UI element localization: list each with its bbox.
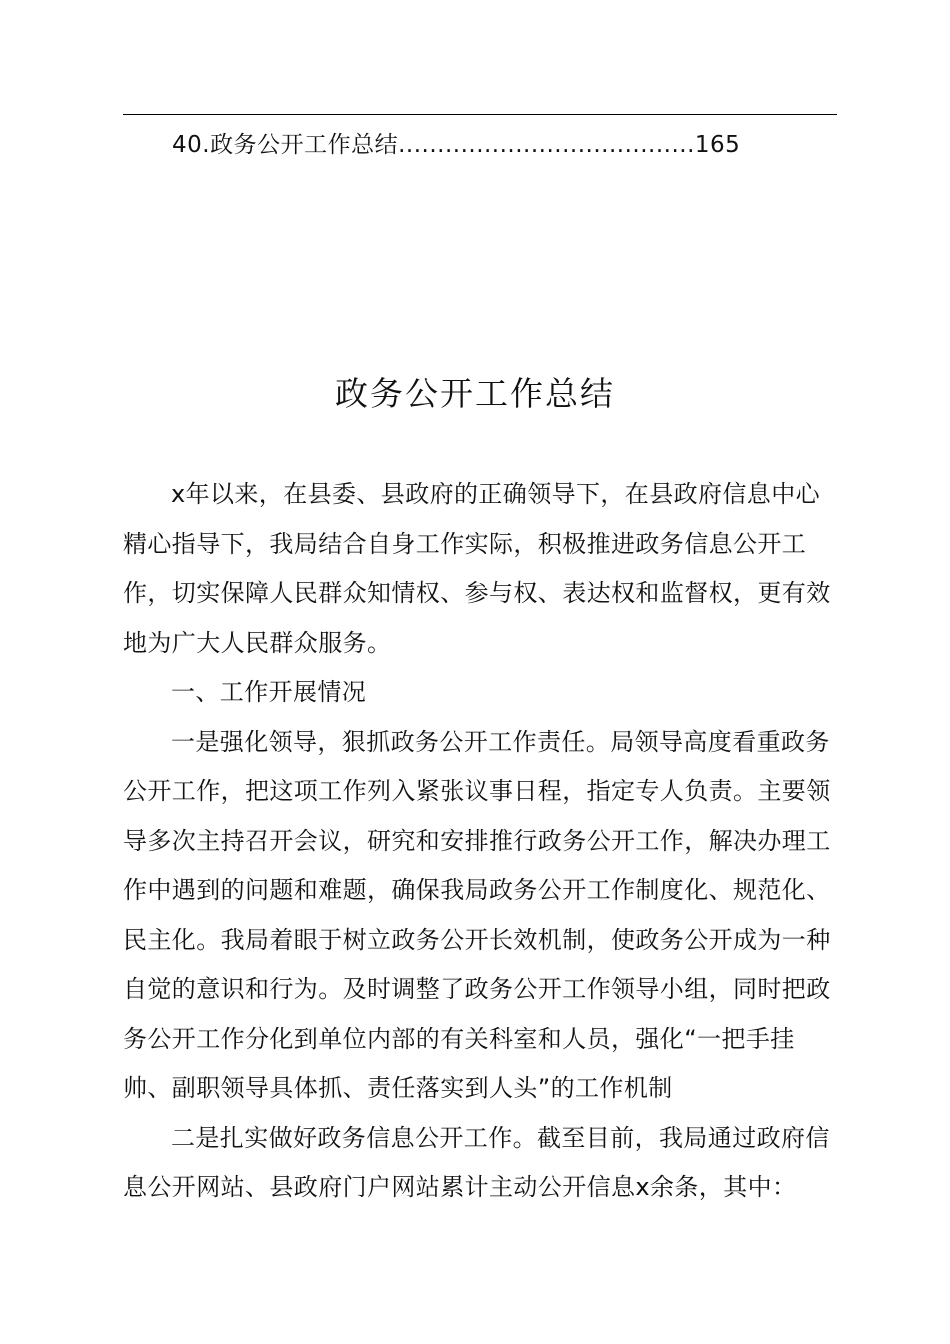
paragraph-intro: x年以来，在县委、县政府的正确领导下，在县政府信息中心精心指导下，我局结合自身工作实际，积极推进政务信息公开工作，切实保障人民群众知情权、参与权、表达权和监督权，更有效地为广大人民群众服务。 bbox=[123, 480, 831, 657]
document-title: 政务公开工作总结 bbox=[335, 374, 615, 413]
section-heading: 一、工作开展情况 bbox=[171, 678, 367, 706]
paragraph-leadership: 一是强化领导，狠抓政务公开工作责任。局领导高度看重政务公开工作，把这项工作列入紧张议事日程，指定专人负责。主要领导多次主持召开会议，研究和安排推行政务公开工作，解决办理工作中遇到的问题和难题，确保我局政务公开工作制度化、规范化、民主化。我局着眼于树立政务公开长效机制，使政务公开成为一种自觉的意识和行为。及时调整了政务公开工作领导小组，同时把政务公开工作分化到单位内部的有关科室和人员，强化“一把手挂帅、副职领导具体抓、责任落实到人头”的工作机制 bbox=[123, 727, 831, 1102]
paragraph-disclosure: 二是扎实做好政务信息公开工作。截至目前，我局通过政府信息公开网站、县政府门户网站累计主动公开信息x余条，其中： bbox=[123, 1123, 830, 1201]
header-rule bbox=[123, 114, 837, 115]
toc-entry[interactable]: 40.政务公开工作总结......................................165 bbox=[172, 132, 741, 158]
document-body bbox=[123, 470, 843, 1213]
